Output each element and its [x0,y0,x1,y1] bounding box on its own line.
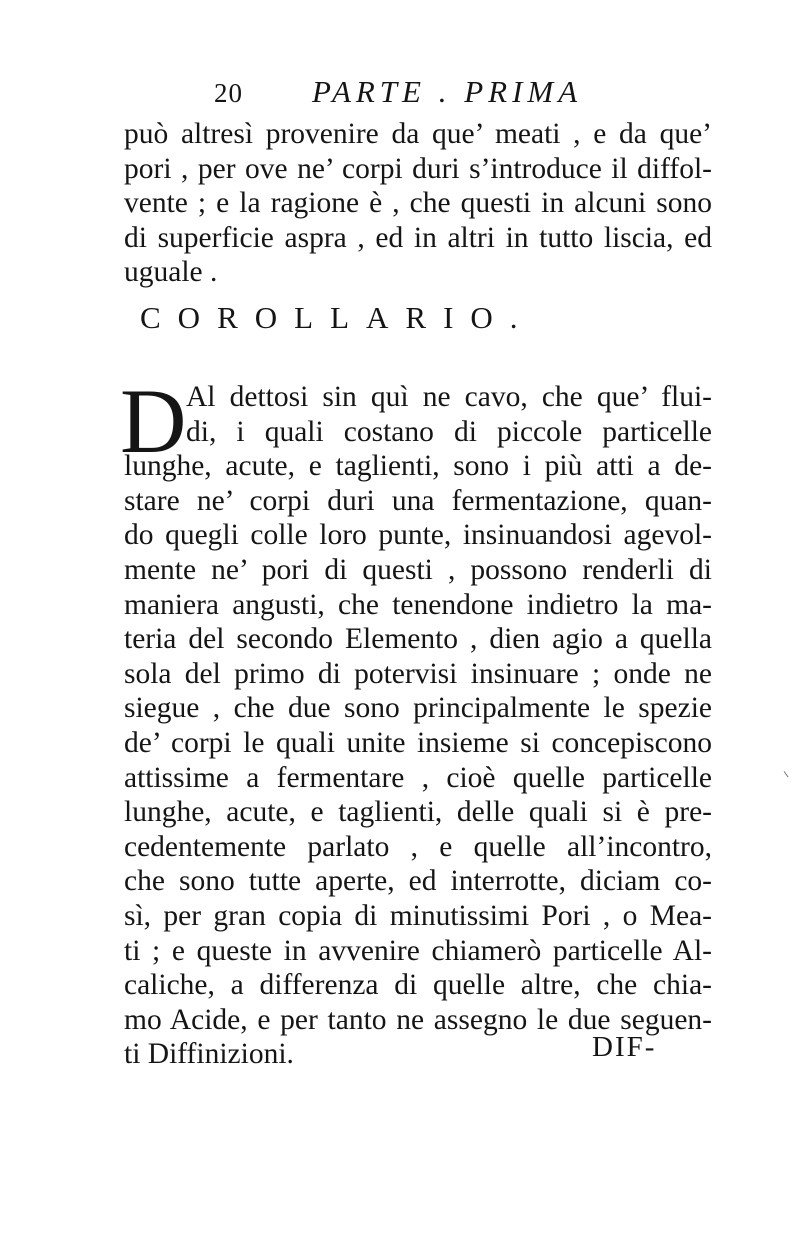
drop-cap: D [120,370,187,472]
text-line: lunghe, acute, e taglienti, delle quali si è pre- [124,796,712,829]
text-line: di, i quali costano di piccole particelle [186,415,712,448]
text-line: di superficie aspra , ed in altri in tutto liscia, ed [124,221,712,254]
text-line: lunghe, acute, e taglienti, sono i più atti a de- [124,450,712,483]
body-paragraph [120,370,712,1072]
text-line: siegue , che due sono principalmente le spezie [124,692,712,725]
catchword: DIF- [592,1031,657,1063]
text-line: sì, per gran copia di minutissimi Pori , o Mea- [124,899,712,932]
running-title: PARTE . PRIMA [312,74,583,109]
intro-paragraph [124,117,712,290]
text-line: può altresì provenire da que’ meati , e da que’ [124,118,712,150]
text-line: do quegli colle loro punte, insinuandosi agevol- [124,519,712,552]
text-line: che sono tutte aperte, ed interrotte, diciam co- [124,865,712,898]
text-line: vente ; e la ragione è , che questi in alcuni sono [124,187,712,220]
page-number: 20 [214,78,243,108]
text-line: ti ; e queste in avvenire chiamerò particelle Al- [124,934,712,967]
margin-mark [784,768,794,778]
section-heading: COROLLARIO. [140,300,535,335]
text-line: uguale . [124,256,218,289]
text-line: ti Diffinizioni. [124,1038,294,1071]
text-line: mente ne’ pori di questi , possono renderli di [124,553,712,586]
text-line: maniera angusti, che tenendone indietro la ma- [124,588,712,621]
text-line: cedentemente parlato , e quelle all’incontro, [124,830,712,863]
text-line: attissime a fermentare , cioè quelle particelle [124,761,712,794]
text-line: de’ corpi le quali unite insieme si concepiscono [124,726,712,759]
text-line: stare ne’ corpi duri una fermentazione, quan- [124,484,712,517]
text-line: caliche, a differenza di quelle altre, che chia- [124,969,712,1002]
text-line: teria del secondo Elemento , dien agio a quella [124,623,712,656]
running-head [0,74,801,114]
text-line: pori , per ove ne’ corpi duri s’introduce il diffol- [124,152,712,185]
text-line: mo Acide, e per tanto ne assegno le due seguen- [124,1003,712,1036]
text-line: Al dettosi sin quì ne cavo, che que’ flui- [186,381,712,413]
text-line: sola del primo di potervisi insinuare ; onde ne [124,657,712,690]
